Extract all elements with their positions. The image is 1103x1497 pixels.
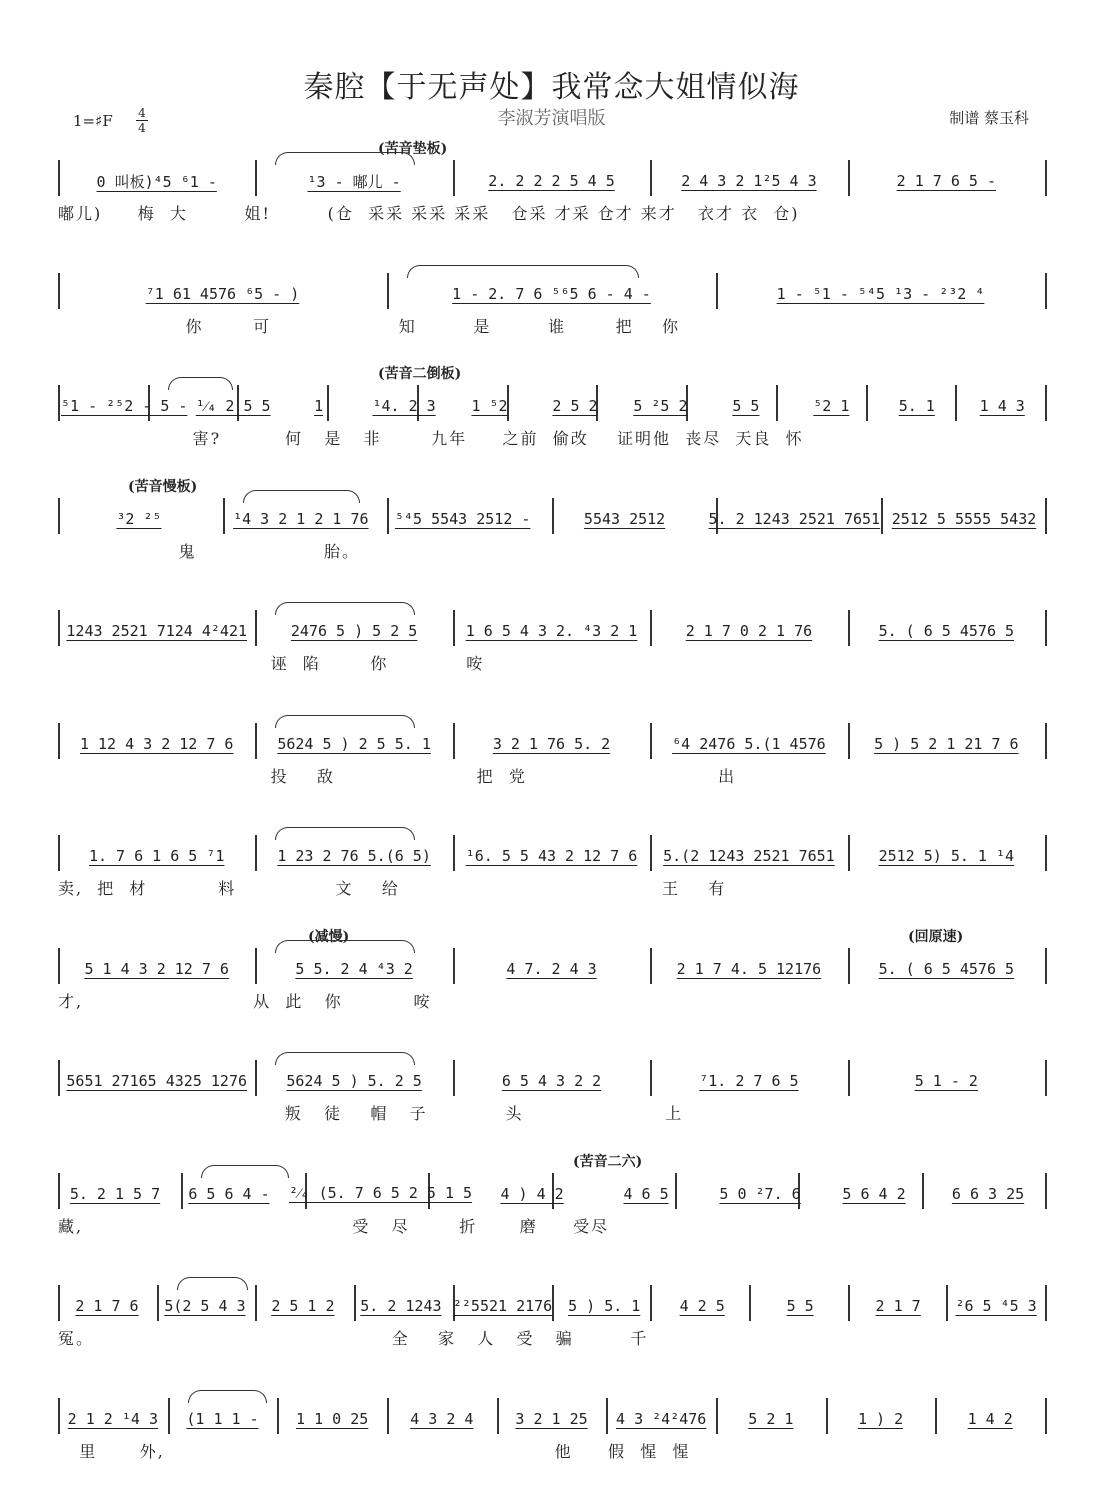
lyrics-line: 投 敌 把 党 出 xyxy=(58,766,737,786)
measure-notes: 5 1 - 2 xyxy=(914,1072,978,1090)
measure-notes: 2 1 7 xyxy=(875,1297,921,1315)
barline xyxy=(1045,1173,1047,1209)
measure-notes: ¹⁄₄ 2 5 5 xyxy=(195,396,271,415)
lyrics-line: 藏, 受 尽 折 磨 受尽 xyxy=(58,1216,610,1236)
tempo-mark: (减慢) xyxy=(308,928,350,945)
measure-notes: 1 12 4 3 2 12 7 6 xyxy=(79,734,234,753)
measure-notes: 2 1 7 0 2 1 76 xyxy=(685,622,813,640)
score-system xyxy=(58,610,1045,690)
measure-notes: 5543 2512 xyxy=(583,509,666,528)
measure-notes: 1 ⁵2 xyxy=(471,397,508,415)
measure-notes: 4 6 5 xyxy=(623,1184,669,1203)
lyrics-line: 卖, 把 材 料 文 给 王 有 xyxy=(58,879,727,898)
measure-notes: 6 5 6 4 - xyxy=(188,1184,270,1203)
measure-row xyxy=(58,1293,1045,1319)
measure-notes: 2 1 7 4. 5 12176 xyxy=(676,959,822,978)
lyrics-line: 冤。 全 家 人 受 骗 千 xyxy=(58,1329,649,1348)
barline xyxy=(1045,273,1047,309)
measure-notes: 2 1 7 6 xyxy=(75,1297,139,1315)
measure-notes: ⁷1. 2 7 6 5 xyxy=(699,1072,799,1090)
lyrics-line: 鬼 胎。 xyxy=(58,541,361,561)
measure-notes: 5 0 ²7. 6 xyxy=(719,1184,801,1203)
slur-mark xyxy=(275,602,415,615)
slur-mark xyxy=(407,265,639,278)
tempo-mark: (苦音二倒板) xyxy=(378,366,462,382)
slur-mark xyxy=(275,827,415,840)
slur-mark xyxy=(275,152,415,165)
measure-notes: 5651 27165 4325 1276 xyxy=(66,1072,248,1090)
barline xyxy=(1045,385,1047,421)
measure-notes: 5 5. 2 4 ⁴3 2 xyxy=(295,959,413,978)
measure-notes: 5 5 xyxy=(786,1297,814,1315)
measure-notes: 5 ) 5. 1 xyxy=(568,1297,641,1315)
measure-notes: ²⁄₄ (5. 7 6 5 2 5 1 5 xyxy=(288,1184,473,1202)
measure-row xyxy=(58,731,1045,757)
measure-notes: 2476 5 ) 5 2 5 xyxy=(290,622,418,640)
measure-row xyxy=(58,506,1045,532)
slur-mark xyxy=(275,1052,415,1065)
meter-bottom: 4 xyxy=(136,120,148,135)
slur-mark xyxy=(168,377,233,390)
measure-notes: 1 23 2 76 5.(6 5) xyxy=(277,847,431,865)
measure-notes: 2. 2 2 2 5 4 5 xyxy=(488,172,615,190)
measure-row xyxy=(58,1068,1045,1094)
measure-notes: 1243 2521 7124 4²421 xyxy=(66,622,248,640)
measure-notes: 6 5 4 3 2 2 xyxy=(501,1072,602,1090)
measure-notes: 1 6 5 4 3 2. ⁴3 2 1 xyxy=(465,622,638,640)
measure-row xyxy=(58,956,1045,982)
measure-notes: ¹3 - 嘟儿 - xyxy=(307,172,401,191)
measure-notes: ²²5521 2176 xyxy=(452,1297,553,1315)
time-signature xyxy=(136,106,148,135)
measure-notes: 1 - ⁵1 - ⁵⁴5 ¹3 - ²³2 ⁴ xyxy=(776,284,985,303)
measure-notes: (1 1 1 - xyxy=(186,1409,259,1428)
measure-notes: 5624 5 ) 5. 2 5 xyxy=(286,1072,422,1090)
score-system xyxy=(58,1060,1045,1140)
measure-notes: 5624 5 ) 2 5 5. 1 xyxy=(277,734,431,753)
barline xyxy=(1045,610,1047,646)
barline xyxy=(1045,948,1047,984)
tempo-mark: (苦音慢板) xyxy=(128,478,198,495)
lyrics-line: 里 外, 他 假 惺 惺 xyxy=(58,1441,691,1461)
slur-mark xyxy=(188,1390,267,1403)
measure-notes: 5. 1 xyxy=(898,397,935,415)
measure-notes: 5. ( 6 5 4576 5 xyxy=(878,959,1015,978)
measure-notes: ⁵1 - ²⁵2 - 5 - xyxy=(61,397,188,415)
measure-notes: ⁶4 2476 5.(1 4576 xyxy=(672,734,826,753)
tempo-mark: (苦音二六) xyxy=(573,1153,643,1170)
score-system xyxy=(58,478,1045,578)
lyrics-line: 叛 徒 帽 子 头 上 xyxy=(58,1104,684,1123)
measure-notes: ⁵⁴5 5543 2512 - xyxy=(394,509,531,528)
measure-notes: 5. 2 1 5 7 xyxy=(69,1184,161,1203)
measure-notes: 4 3 2 4 xyxy=(410,1409,474,1428)
measure-notes: 4 3 ²4²476 xyxy=(616,1409,707,1428)
lyrics-line: 你 可 知 是 谁 把 你 xyxy=(58,316,681,336)
measure-notes: ⁵2 1 xyxy=(813,397,850,415)
meter-top: 4 xyxy=(138,106,146,120)
measure-notes: 0 叫板)⁴5 ⁶1 - xyxy=(96,172,217,191)
measure-notes: 5 2 1 xyxy=(748,1409,794,1428)
measure-notes: 1. 7 6 1 6 5 ⁷1 xyxy=(88,847,225,865)
measure-notes: 5. 2 1243 xyxy=(360,1297,442,1315)
measure-notes: 2512 5) 5. 1 ¹4 xyxy=(878,847,1015,865)
measure-notes: 5 ) 5 2 1 21 7 6 xyxy=(874,734,1019,753)
lyrics-line: 嘟儿) 梅 大 姐! (仓 采采 采采 采采 仓采 才采 仓才 来才 衣才 衣 仓) xyxy=(58,204,800,223)
score-system xyxy=(58,1153,1045,1253)
measure-notes: ³2 ²⁵ xyxy=(116,509,162,528)
measure-notes: 5(2 5 4 3 xyxy=(164,1297,246,1315)
measure-notes: ¹6. 5 5 43 2 12 7 6 xyxy=(465,847,638,865)
key-signature: 1=♯F xyxy=(73,112,113,130)
measure-notes: 4 ) 4 2 xyxy=(500,1184,564,1203)
measure-notes: 4 7. 2 4 3 xyxy=(506,959,597,978)
barline xyxy=(1045,835,1047,871)
measure-notes: ¹4. 2 3 xyxy=(372,397,436,415)
barline xyxy=(1045,160,1047,196)
score-system xyxy=(58,928,1045,1028)
measure-notes: 4 2 5 xyxy=(679,1297,725,1315)
score-system xyxy=(58,1285,1045,1365)
measure-notes: 3 2 1 25 xyxy=(515,1409,588,1428)
measure-notes: 5.(2 1243 2521 7651 xyxy=(663,847,835,865)
measure-notes: ⁷1 61 4576 ⁶5 - ) xyxy=(145,284,300,303)
measure-notes: 2 1 7 6 5 - xyxy=(896,172,996,190)
barline xyxy=(1045,723,1047,759)
measure-notes: 1 4 3 xyxy=(979,397,1025,415)
measure-notes: 1 ) 2 xyxy=(857,1409,904,1428)
slur-mark xyxy=(275,715,415,728)
score-title: 秦腔【于无声处】我常念大姐情似海 xyxy=(303,70,800,105)
measure-notes: 2 5 2 xyxy=(552,397,598,415)
lyrics-line: 害? 何 是 非 九年 之前 偷改 证明他 丧尽 天良 怀 xyxy=(58,429,804,448)
performer-subtitle: 李淑芳演唱版 xyxy=(497,108,606,129)
measure-row xyxy=(58,618,1045,644)
measure-row xyxy=(58,1406,1045,1432)
score-system xyxy=(58,366,1045,465)
score-system xyxy=(58,273,1045,353)
measure-notes: 5. 2 1243 2521 7651 xyxy=(708,509,881,528)
measure-notes: 2 5 1 2 xyxy=(271,1297,335,1315)
measure-notes: 5. ( 6 5 4576 5 xyxy=(878,622,1015,640)
measure-notes: 1 4 2 xyxy=(967,1409,1013,1428)
measure-notes: 1 - 2. 7 6 ⁵⁶5 6 - 4 - xyxy=(452,284,651,303)
measure-notes: 1 xyxy=(314,397,324,415)
measure-notes: 5 1 4 3 2 12 7 6 xyxy=(84,959,229,978)
measure-notes: 5 ²5 2 xyxy=(633,397,688,415)
tempo-mark: (苦音垫板) xyxy=(378,141,448,157)
measure-notes: 1 1 0 25 xyxy=(296,1409,369,1428)
measure-row xyxy=(58,168,1045,194)
slur-mark xyxy=(243,490,360,503)
score-system xyxy=(58,1398,1045,1478)
measure-notes: 6 6 3 25 xyxy=(951,1184,1025,1203)
measure-row xyxy=(58,393,1045,419)
tempo-mark: (回原速) xyxy=(908,928,964,945)
measure-row xyxy=(58,1181,1045,1207)
lyrics-line: 才, 从 此 你 咹 xyxy=(58,991,432,1011)
measure-row xyxy=(58,843,1045,869)
lyrics-line: 诬 陷 你 咹 xyxy=(58,654,485,673)
barline xyxy=(1045,1060,1047,1096)
measure-notes: 2 1 2 ¹4 3 xyxy=(67,1409,158,1428)
slur-mark xyxy=(275,940,415,953)
barline xyxy=(1045,1398,1047,1434)
score-system xyxy=(58,723,1045,803)
slur-mark xyxy=(201,1165,289,1178)
score-system xyxy=(58,141,1045,240)
barline xyxy=(1045,1285,1047,1321)
measure-notes: 5 6 4 2 xyxy=(842,1184,906,1203)
slur-mark xyxy=(177,1277,248,1290)
measure-notes: ²6 5 ⁴5 3 xyxy=(955,1297,1037,1315)
measure-notes: 2512 5 5555 5432 xyxy=(891,509,1037,528)
measure-notes: 2 4 3 2 1²5 4 3 xyxy=(681,172,817,190)
measure-notes: 3 2 1 76 5. 2 xyxy=(492,734,611,753)
measure-notes: 5 5 xyxy=(732,397,760,415)
score-system xyxy=(58,835,1045,915)
measure-row xyxy=(58,281,1045,307)
transcriber-credit: 制谱 蔡玉科 xyxy=(949,109,1029,127)
barline xyxy=(1045,498,1047,534)
measure-notes: ¹4 3 2 1 2 1 76 xyxy=(233,509,369,528)
